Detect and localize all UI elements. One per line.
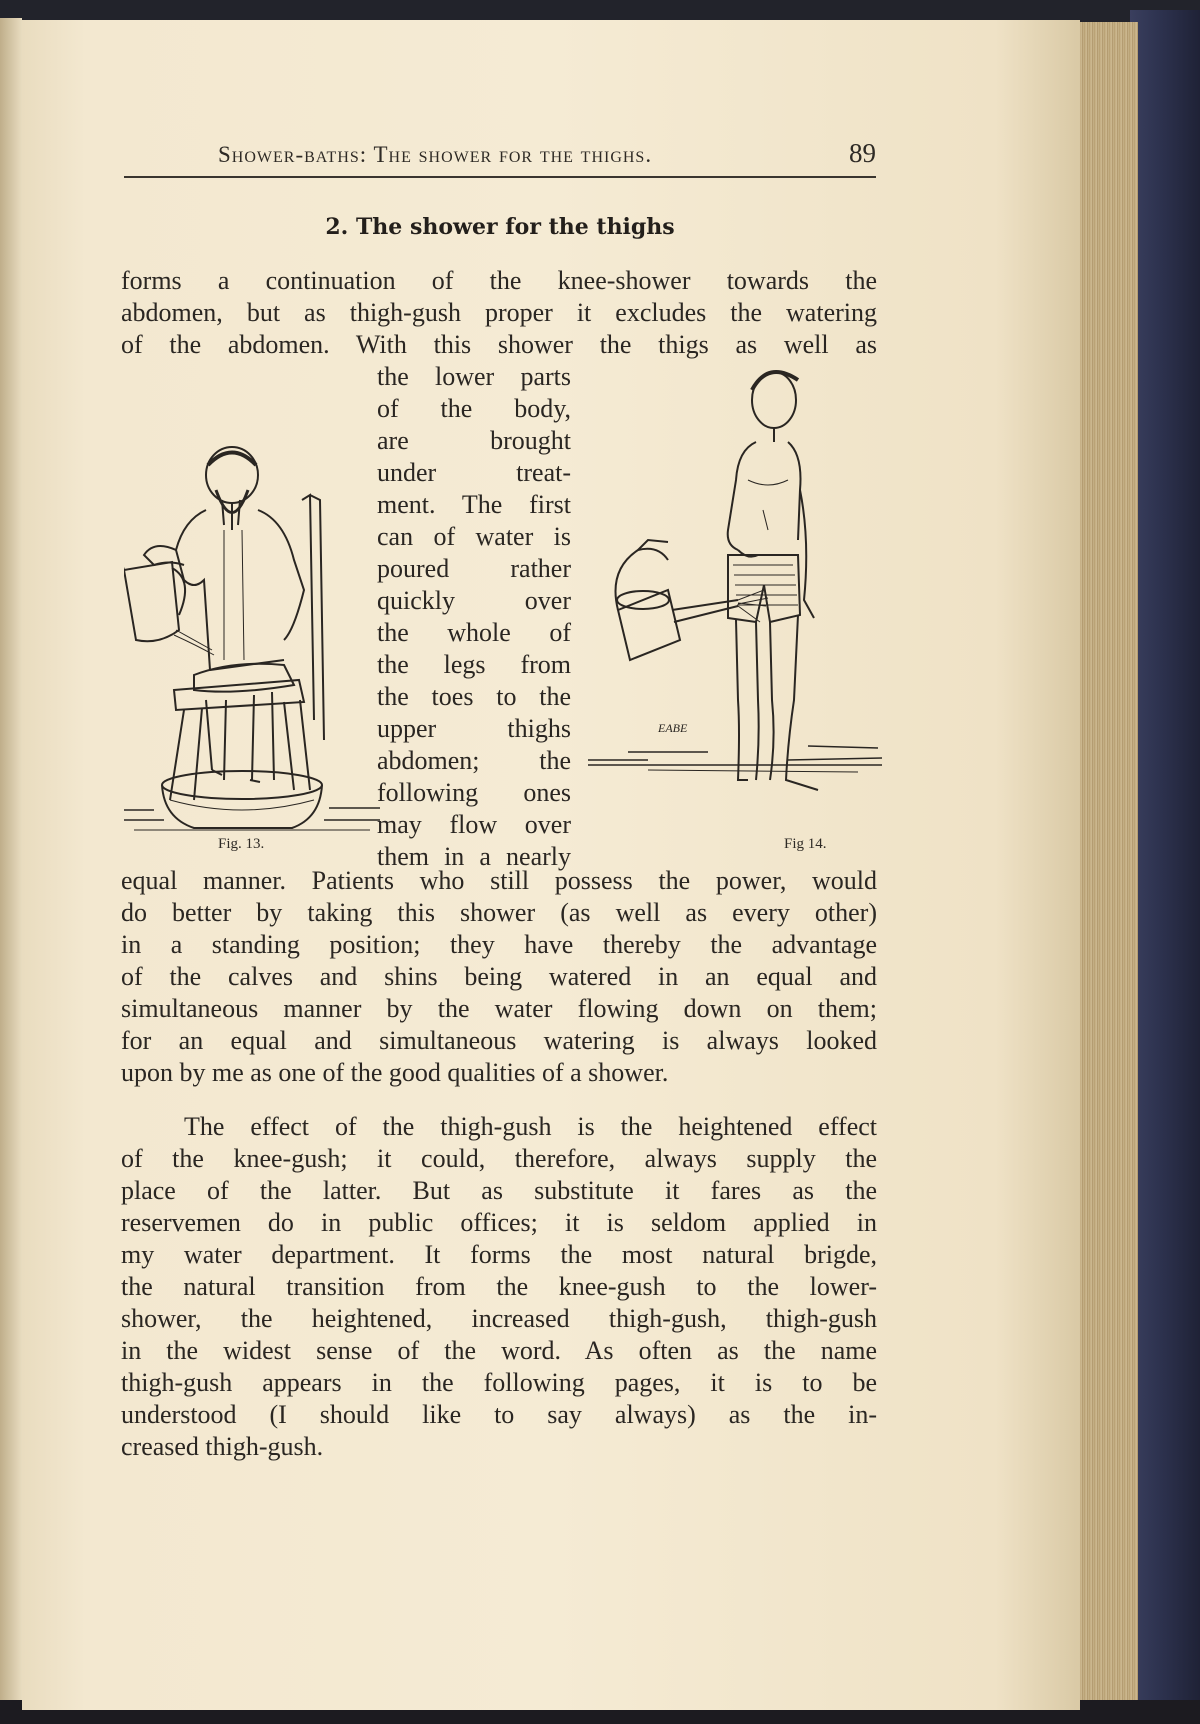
body-line: of the abdomen. With this shower the thigs as well as xyxy=(121,330,877,359)
body-line: in the widest sense of the word. As often as the name xyxy=(121,1336,877,1365)
figure-13-illustration xyxy=(124,440,380,840)
body-line-narrow: under treat- xyxy=(377,458,571,487)
body-line-narrow: the toes to the xyxy=(377,682,571,711)
body-line: thigh-gush appears in the following pages, it is to be xyxy=(121,1368,877,1397)
page-number: 89 xyxy=(849,138,876,168)
body-line: of the calves and shins being watered in an equal and xyxy=(121,962,877,991)
body-line: my water department. It forms the most natural brigde, xyxy=(121,1240,877,1269)
section-heading: 2. The shower for the thighs xyxy=(325,214,675,240)
body-line-narrow: the whole of xyxy=(377,618,571,647)
body-line: forms a continuation of the knee-shower towards the xyxy=(121,266,877,295)
body-line-narrow: are brought xyxy=(377,426,571,455)
body-line: the natural transition from the knee-gush to the lower- xyxy=(121,1272,877,1301)
body-line: for an equal and simultaneous watering is always looked xyxy=(121,1026,877,1055)
body-line: place of the latter. But as substitute it fares as the xyxy=(121,1176,877,1205)
body-line-narrow: them in a nearly xyxy=(377,842,571,871)
body-line: abdomen, but as thigh-gush proper it excludes the watering xyxy=(121,298,877,327)
engraver-mark: EABE xyxy=(658,721,688,735)
body-line: in a standing position; they have thereby the advantage xyxy=(121,930,877,959)
running-head: Shower-baths: The shower for the thighs. xyxy=(218,142,653,167)
previous-page-edge xyxy=(0,18,22,1708)
figure-14-illustration xyxy=(588,360,882,830)
body-line-narrow: following ones xyxy=(377,778,571,807)
body-line: shower, the heightened, increased thigh-gush, thigh-gush xyxy=(121,1304,877,1333)
body-line: upon by me as one of the good qualities of a shower. xyxy=(121,1058,669,1087)
figure-14-caption: Fig 14. xyxy=(784,836,827,852)
book-binding xyxy=(1130,10,1200,1710)
body-line: understood (I should like to say always) as the in- xyxy=(121,1400,877,1429)
body-line-narrow: can of water is xyxy=(377,522,571,551)
body-line-narrow: quickly over xyxy=(377,586,571,615)
body-line: creased thigh-gush. xyxy=(121,1432,324,1461)
body-line: do better by taking this shower (as well as every other) xyxy=(121,898,877,927)
body-line-narrow: the lower parts xyxy=(377,362,571,391)
body-line-narrow: ment. The first xyxy=(377,490,571,519)
body-line: simultaneous manner by the water flowing down on them; xyxy=(121,994,877,1023)
body-line-narrow: upper thighs xyxy=(377,714,571,743)
body-line: equal manner. Patients who still possess the power, would xyxy=(121,866,877,895)
body-line-narrow: abdomen; the xyxy=(377,746,571,775)
page-header xyxy=(124,136,876,178)
figure-13-caption: Fig. 13. xyxy=(218,836,265,852)
body-line-indent: The effect of the thigh-gush is the heightened effect xyxy=(184,1112,877,1141)
body-line-narrow: of the body, xyxy=(377,394,571,423)
body-line: of the knee-gush; it could, therefore, always supply the xyxy=(121,1144,877,1173)
body-line-narrow: poured rather xyxy=(377,554,571,583)
body-line-narrow: the legs from xyxy=(377,650,571,679)
body-line: reservemen do in public offices; it is seldom applied in xyxy=(121,1208,877,1237)
body-line-narrow: may flow over xyxy=(377,810,571,839)
